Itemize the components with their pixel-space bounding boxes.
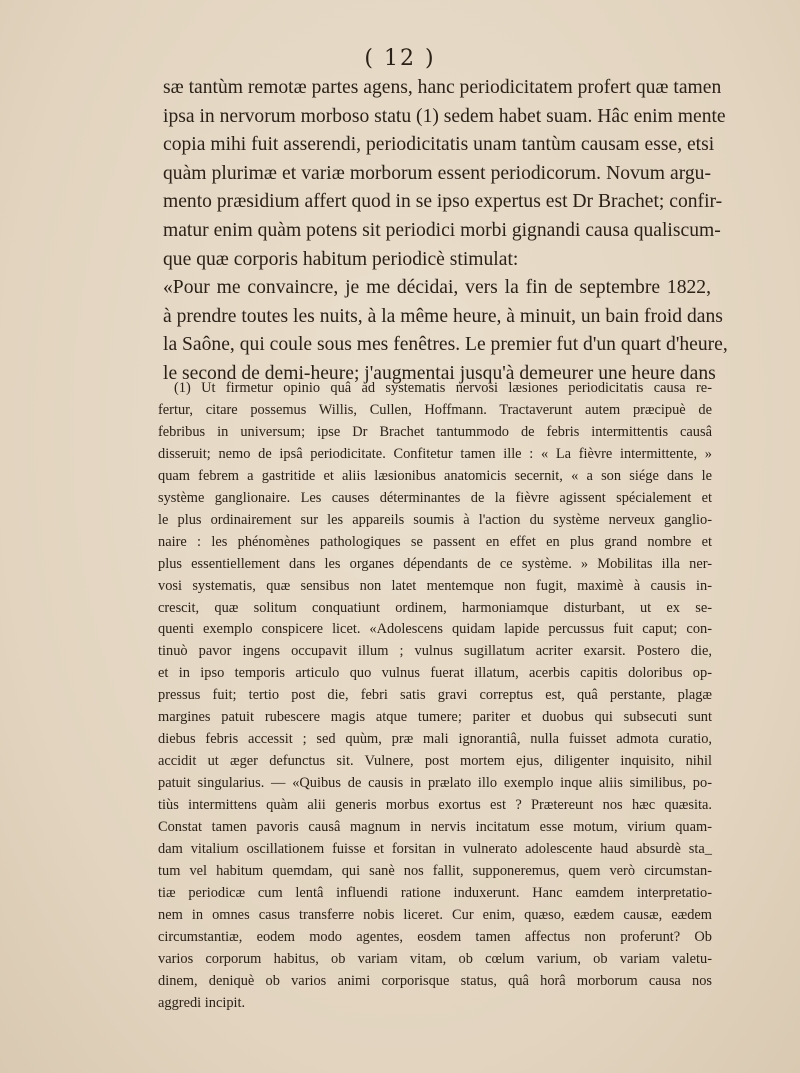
footnote-line: dinem, deniquè ob varios animi corporisque status, quâ horâ morborum causa nos [158, 972, 712, 989]
footnote-line: pressus fuit; tertio post die, febri satis gravi correptus est, quâ perstante, plagæ [158, 687, 712, 704]
footnote-line: dam vitalium oscillationem fuisse et forsitan in vulnerato adolescente haud absurdè sta_ [158, 841, 712, 858]
footnote [158, 378, 712, 1015]
footnote-line: système ganglionaire. Les causes déterminantes de la fièvre agissent spécialement et [158, 489, 712, 506]
footnote-line: tiùs intermittens quàm alii generis morbus exortus est ? Prætereunt nos hæc quæsita. [158, 797, 712, 814]
text-line: que quæ corporis habitum periodicè stimulat: [163, 248, 519, 270]
footnote-line: varios corporum habitus, ob variam vitam, ob cœlum varium, ob variam valetu- [158, 950, 712, 967]
text-line: à prendre toutes les nuits, à la même heure, à minuit, un bain froid dans [163, 305, 723, 327]
footnote-line: aggredi incipit. [158, 994, 246, 1011]
footnote-line: naire : les phénomènes pathologiques se passent en effet en plus grand nombre et [158, 533, 712, 550]
footnote-line: fertur, citare possemus Willis, Cullen, Hoffmann. Tractaverunt autem præcipuè de [158, 401, 712, 418]
text-line: «Pour me convaincre, je me décidai, vers la fin de septembre 1822, [163, 277, 711, 299]
footnote-line: quenti exemplo conspicere licet. «Adolescens quidam lapide percussus fuit caput; con- [158, 621, 712, 638]
footnote-line: margines patuit rubescere magis atque tumere; pariter et duobus qui subsecuti sunt [158, 709, 712, 726]
footnote-line: nem in omnes casus transferre nobis liceret. Cur enim, quæso, eædem causæ, eædem [158, 906, 712, 923]
footnote-line: et in ipso temporis articulo quo vulnus fuerat illatum, acerbis capitis doloribus op- [158, 665, 712, 682]
footnote-line: vosi systematis, quæ sensibus non latet mentemque non fugit, maximè à causis in- [158, 577, 712, 594]
footnote-line: tum vel habitum quemdam, qui sanè nos fallit, supponeremus, quem verò circumstan- [158, 862, 712, 879]
footnote-line: tinuò pavor ingens occupavit illum ; vulnus sugillatum acriter exarsit. Postero die, [158, 643, 712, 660]
footnote-line: patuit singularius. — «Quibus de causis in prælato illo exemplo inque aliis similibus, po- [158, 775, 712, 792]
footnote-line: tiæ periodicæ cum lentâ influendi ratione induxerunt. Hanc eamdem interpretatio- [158, 884, 712, 901]
page-number: ( 12 ) [364, 46, 436, 71]
text-line: sæ tantùm remotæ partes agens, hanc periodicitatem profert quæ tamen [163, 77, 722, 98]
text-line: copia mihi fuit asserendi, periodicitatis unam tantùm causam esse, etsi [163, 134, 715, 156]
text-line: la Saône, qui coule sous mes fenêtres. Le premier fut d'un quart d'heure, [163, 334, 728, 356]
footnote-line: disseruit; nemo de ipsâ periodicitate. Confitetur tamen ille : « La fièvre intermittente, » [158, 445, 712, 462]
footnote-line: plus essentiellement dans les organes dépendants de ce système. » Mobilitas illa ner- [158, 555, 712, 572]
footnote-line: circumstantiæ, eodem modo agentes, eosdem tamen affectus non proferunt? Ob [158, 928, 712, 945]
text-line: mento præsidium affert quod in se ipso expertus est Dr Brachet; confir- [163, 191, 723, 213]
footnote-line: crescit, quæ solitum conquatiunt ordinem, harmoniamque disturbant, ut ex se- [158, 599, 712, 616]
main-text [163, 74, 728, 389]
footnote-line: Constat tamen pavoris causâ magnum in nervis incitatum esse motum, virium quam- [158, 819, 712, 836]
footnote-line: quam febrem a gastritide et aliis læsionibus anatomicis secernit, « a son siége dans le [158, 467, 712, 484]
text-line: matur enim quàm potens sit periodici morbi gignandi causa qualiscum- [163, 219, 721, 241]
text-line: ipsa in nervorum morboso statu (1) sedem habet suam. Hâc enim mente [163, 105, 726, 127]
footnote-line: accidit ut æger defunctus sit. Vulnere, post mortem ejus, diligenter inquisito, nihil [158, 753, 712, 770]
text-line: le second de demi-heure; j'augmentai jusqu'à demeurer une heure dans [163, 362, 716, 384]
footnote-line: (1) Ut firmetur opinio quâ ad systematis nervosi læsiones periodicitatis causa re- [174, 380, 712, 396]
footnote-line: diebus febris accessit ; sed quùm, præ mali ignorantiâ, nulla fuisset admota curatio, [158, 731, 712, 748]
footnote-line: febribus in universum; ipse Dr Brachet tantummodo de febris intermittentis causâ [158, 423, 712, 440]
footnote-line: le plus ordinairement sur les appareils soumis à l'action du système nerveux ganglio- [158, 511, 712, 528]
text-line: quàm plurimæ et variæ morborum essent periodicorum. Novum argu- [163, 162, 711, 184]
